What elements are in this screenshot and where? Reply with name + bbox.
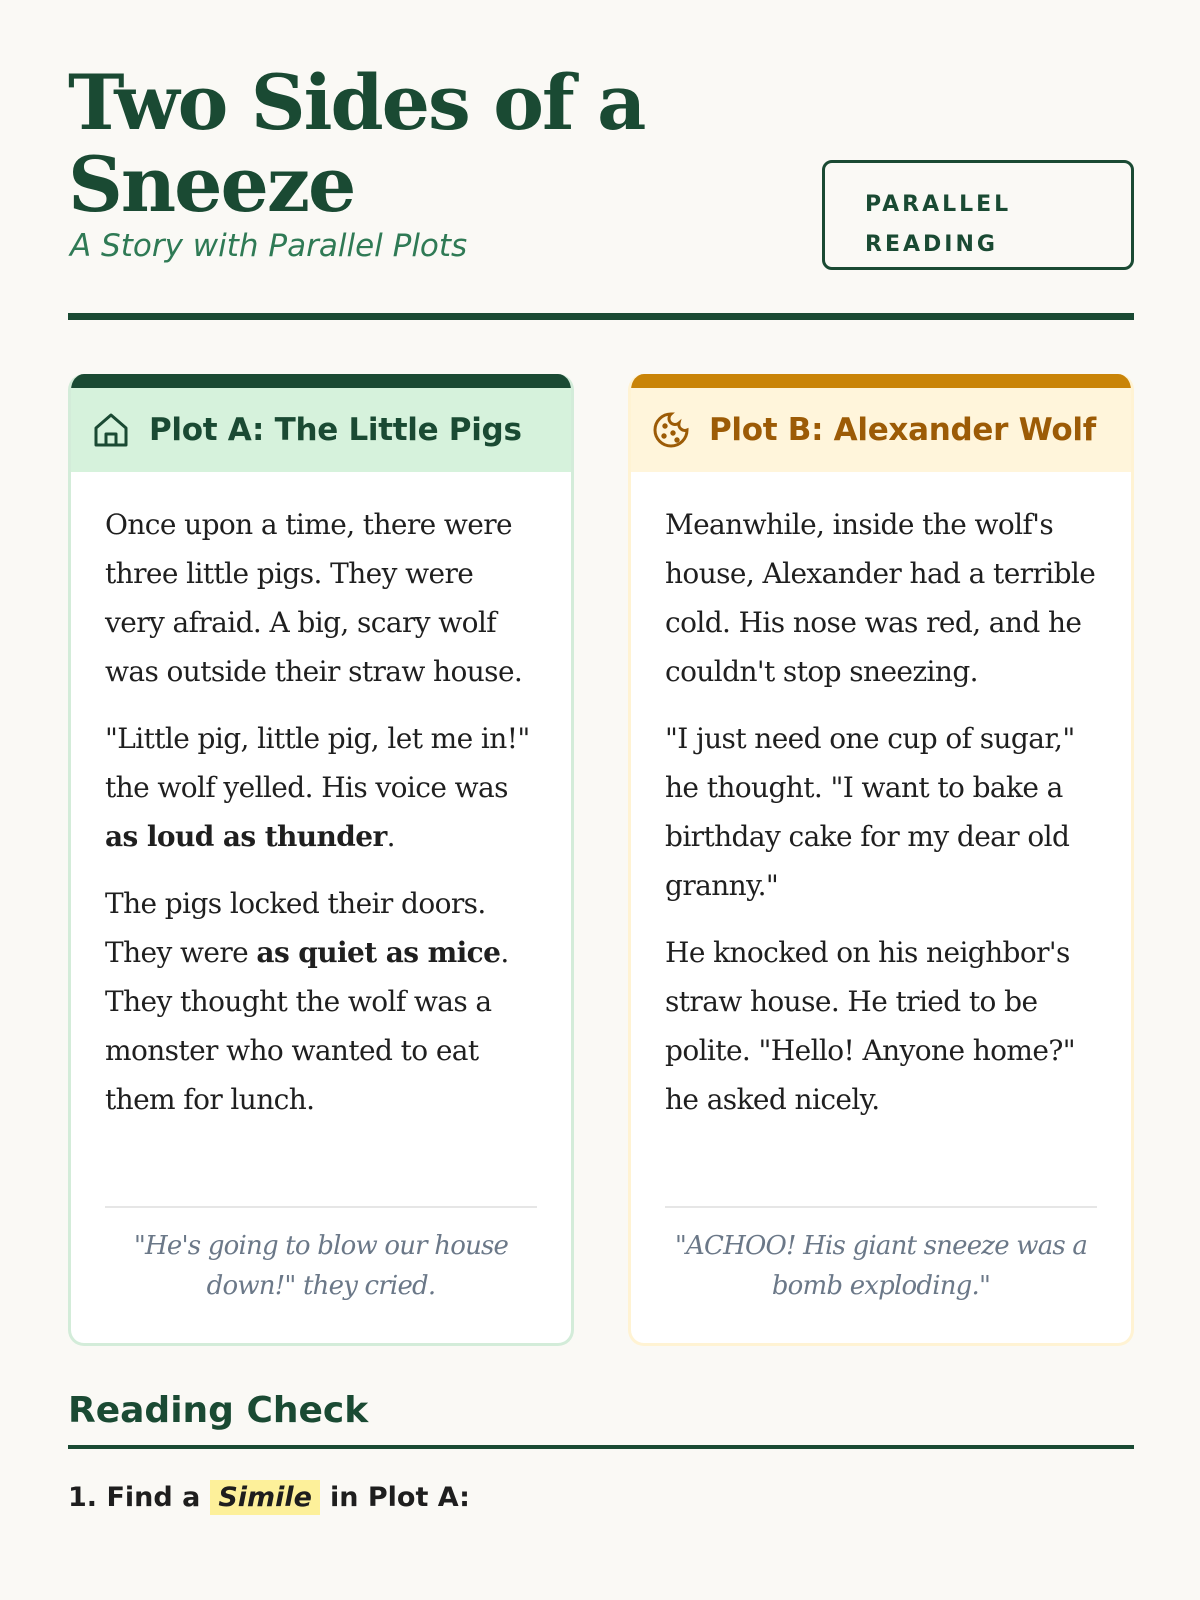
plot-a-card (68, 374, 574, 1346)
plot-a-quote-divider (105, 1206, 537, 1208)
simile-thunder: as loud as thunder (105, 820, 387, 853)
simile-mice: as quiet as mice (256, 936, 501, 969)
plot-b-body (665, 500, 1097, 1142)
question-1 (68, 1480, 470, 1515)
plot-b-quote: "ACHOO! His giant sneeze was a bomb exploding." (674, 1231, 1088, 1301)
story-columns (68, 374, 1134, 1346)
plot-b-quote-divider (665, 1206, 1097, 1208)
plot-b-header (631, 388, 1131, 472)
house-icon (91, 410, 131, 450)
plot-b-card (628, 374, 1134, 1346)
reading-check-title: Reading Check (68, 1390, 369, 1431)
question-1-prefix: 1. Find a (68, 1482, 201, 1513)
plot-b-paragraph-2: "I just need one cup of sugar," he thought. "I want to bake a birthday cake for my dear old granny." (665, 722, 1075, 902)
page-title: Two Sides of a Sneeze (68, 58, 645, 229)
plot-b-paragraph-1: Meanwhile, inside the wolf's house, Alexander had a terrible cold. His nose was red, and he couldn't stop sneezing. (665, 508, 1096, 688)
plot-a-title: Plot A: The Little Pigs (149, 412, 522, 448)
plot-b-accent-bar (628, 374, 1134, 388)
reading-check-divider (68, 1445, 1134, 1449)
badge-line-2: READING (865, 232, 998, 257)
header-divider (68, 313, 1134, 320)
plot-a-paragraph-1: Once upon a time, there were three little pigs. They were very afraid. A big, scary wolf was outside their straw house. (105, 508, 523, 688)
plot-b-paragraph-3: He knocked on his neighbor's straw house. He tried to be polite. "Hello! Anyone home?" he asked nicely. (665, 936, 1076, 1116)
plot-b-title: Plot B: Alexander Wolf (709, 412, 1096, 448)
page-subtitle: A Story with Parallel Plots (70, 228, 468, 264)
plot-a-accent-bar (68, 374, 574, 388)
parallel-reading-badge (822, 160, 1134, 270)
plot-a-paragraph-3: The pigs locked their doors. They were as quiet as mice. They thought the wolf was a monster who wanted to eat them for lunch. (105, 887, 509, 1116)
badge-line-1: PARALLEL (865, 192, 1012, 217)
plot-a-quote: "He's going to blow our house down!" they cried. (133, 1231, 509, 1301)
worksheet (68, 0, 1134, 1513)
question-1-suffix: in Plot A: (329, 1482, 470, 1513)
plot-a-body (105, 500, 537, 1142)
simile-highlight: Simile (210, 1480, 320, 1515)
plot-a-header (71, 388, 571, 472)
header (68, 0, 1134, 322)
cookie-icon (651, 410, 691, 450)
plot-a-paragraph-2: "Little pig, little pig, let me in!" the wolf yelled. His voice was as loud as thunder. (105, 722, 530, 853)
